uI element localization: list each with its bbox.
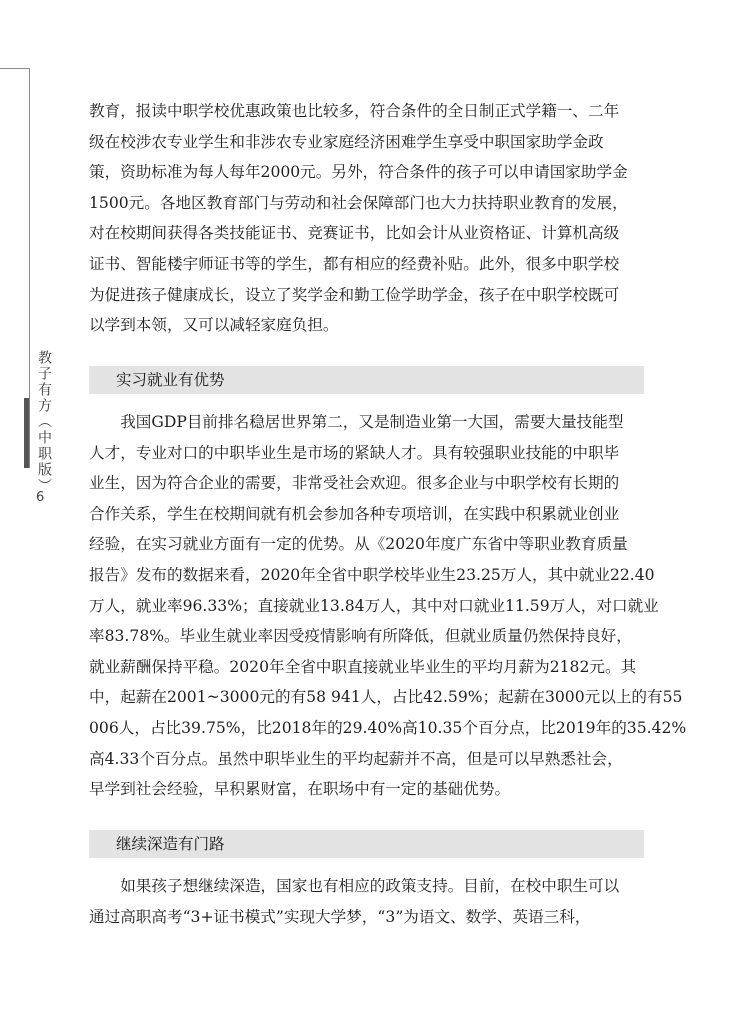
margin-side-rule [29,68,30,468]
text-line: 如果孩子想继续深造，国家也有相应的政策支持。目前，在校中职生可以 [120,877,620,895]
paragraph-3 [89,871,645,932]
text-line: 就业薪酬保持平稳。2020年全省中职直接就业毕业生的平均月薪为2182元。其 [89,657,637,676]
section-heading: 实习就业有优势 [116,371,225,389]
text-line: 早学到社会经验，早积累财富，在职场中有一定的基础优势。 [89,780,511,799]
text-line: 级在校涉农专业学生和非涉农专业家庭经济困难学生享受中职国家助学金政 [89,132,604,151]
text-line: 策，资助标准为每人每年2000元。另外，符合条件的孩子可以申请国家助学金 [89,163,628,182]
margin-marker-bar [24,398,29,468]
text-line: 经验，在实习就业方面有一定的优势。从《2020年度广东省中等职业教育质量 [89,535,628,554]
text-line: 报告》发布的数据来看，2020年全省中职学校毕业生23.25万人，其中就业22.40 [89,565,655,584]
page-number: 6 [36,490,45,505]
text-line: 万人，就业率96.33%；直接就业13.84万人，其中对口就业11.59万人，对口就业 [89,596,659,615]
section-heading-bar [89,830,644,858]
paragraph-1 [89,96,645,341]
text-line: 高4.33个百分点。虽然中职毕业生的平均起薪并不高，但是可以早熟悉社会， [89,749,623,768]
margin-top-rule [0,68,29,69]
text-line: 中，起薪在2001~3000元的有58 941人，占比42.59%；起薪在3000元以上的有55 [89,688,683,707]
text-line: 我国GDP目前排名稳居世界第二，又是制造业第一大国，需要大量技能型 [120,413,624,431]
paragraph-2 [89,407,687,805]
text-line: 证书、智能楼宇师证书等的学生，都有相应的经费补贴。此外，很多中职学校 [89,254,620,273]
text-line: 教育，报读中职学校优惠政策也比较多，符合条件的全日制正式学籍一、二年 [89,102,620,120]
text-line: 为促进孩子健康成长，设立了奖学金和勤工俭学助学金，孩子在中职学校既可 [89,285,620,304]
section-heading: 继续深造有门路 [116,835,225,853]
text-line: 通过高职高考“3+证书模式”实现大学梦，“3”为语文、数学、英语三科， [89,907,591,926]
section-heading-bar [89,366,644,394]
running-book-title: 教子有方（中职版） [36,350,52,494]
text-line: 率83.78%。毕业生就业率因受疫情影响有所降低，但就业质量仍然保持良好， [89,627,632,646]
text-line: 006人，占比39.75%，比2018年的29.40%高10.35个百分点，比2019年的35.42% [89,718,687,737]
text-line: 1500元。各地区教育部门与劳动和社会保障部门也大力扶持职业教育的发展， [89,193,628,212]
text-line: 合作关系，学生在校期间就有机会参加各种专项培训，在实践中积累就业创业 [89,504,620,523]
text-line: 业生，因为符合企业的需要，非常受社会欢迎。很多企业与中职学校有长期的 [89,474,620,493]
text-line: 人才，专业对口的中职毕业生是市场的紧缺人才。具有较强职业技能的中职毕 [89,443,620,462]
text-line: 以学到本领，又可以减轻家庭负担。 [89,316,339,335]
text-line: 对在校期间获得各类技能证书、竞赛证书，比如会计从业资格证、计算机高级 [89,224,620,243]
